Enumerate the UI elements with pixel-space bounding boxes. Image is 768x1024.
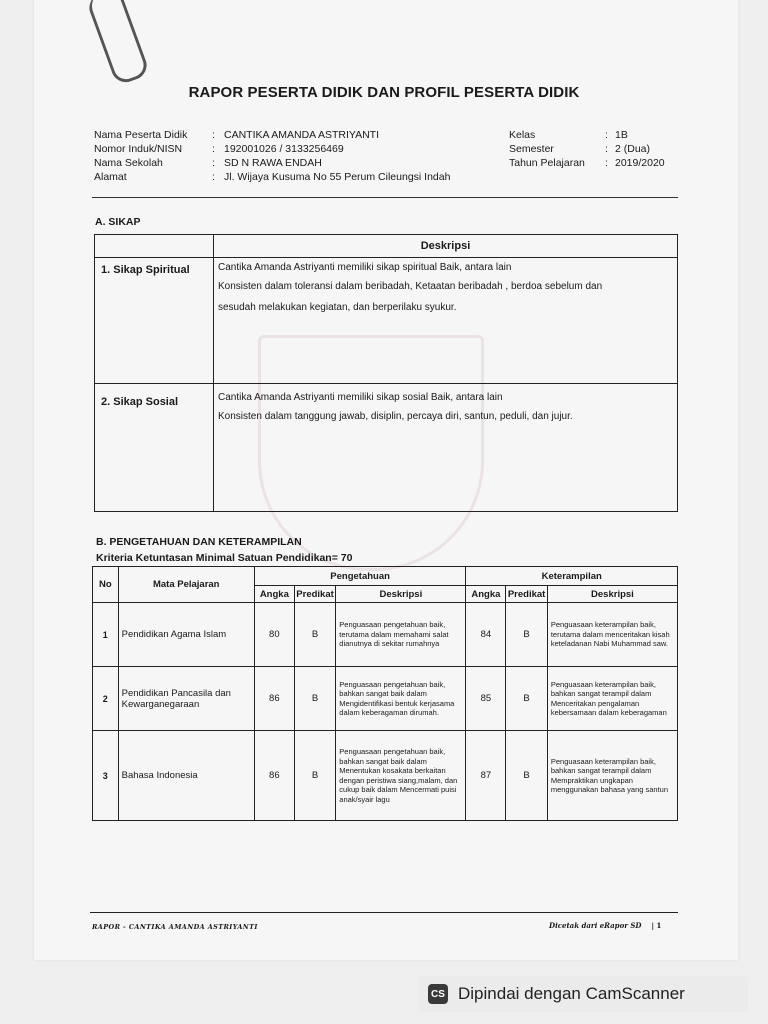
info-separator: : [605,157,608,169]
skill-score: 85 [466,667,506,731]
table-row [93,667,678,731]
header-skill-grade: Predikat [506,586,547,603]
info-separator: : [212,157,215,169]
header-knowledge-score: Angka [254,586,294,603]
student-info-left [94,128,450,184]
table-row [93,603,678,667]
social-description [214,384,678,512]
table-row [93,731,678,821]
report-title: RAPOR PESERTA DIDIK DAN PROFIL PESERTA DIDIK [188,84,580,101]
grades-header-row-1 [93,567,678,586]
info-label: Kelas [509,129,536,141]
skill-grade: B [506,603,547,667]
camscanner-badge [418,976,748,1012]
school-year-value: 2019/2020 [615,157,665,169]
info-row-year [509,156,665,170]
footer-divider [90,912,678,913]
camscanner-text: Dipindai dengan CamScanner [458,984,685,1003]
info-separator: : [605,143,608,155]
skill-score: 87 [466,731,506,821]
class-value: 1B [615,129,628,141]
header-subject: Mata Pelajaran [118,567,254,603]
knowledge-description: Penguasaan pengetahuan baik, bahkan sangat baik dalam Mengidentifikasi bentuk kerjasama dalam keberagaman dirumah. [336,667,466,731]
knowledge-grade: B [294,603,335,667]
info-label: Nomor Induk/NISN [94,143,183,155]
skill-description: Penguasaan keterampilan baik, bahkan sangat terampil dalam Mempraktikan ungkapan menggunakan bahasa yang santun [547,731,677,821]
header-skill: Keterampilan [466,567,678,586]
row-number: 2 [93,667,119,731]
kkm-note: Kriteria Ketuntasan Minimal Satuan Pendidikan= 70 [96,552,353,564]
attitude-description-header: Deskripsi [214,235,678,258]
footer-report-name: RAPOR - CANTIKA AMANDA ASTRIYANTI [92,923,258,931]
student-name: CANTIKA AMANDA ASTRIYANTI [224,129,380,141]
footer-print-note [549,921,661,930]
section-b-title: B. PENGETAHUAN DAN KETERAMPILAN [96,536,302,548]
info-row-class [509,128,665,142]
info-label: Alamat [94,171,127,183]
knowledge-description: Penguasaan pengetahuan baik, terutama dalam memahami salat dianutnya di sekitar rumahnya [336,603,466,667]
camscanner-logo-icon: CS [428,984,448,1004]
subject-name: Pendidikan Agama Islam [118,603,254,667]
header-no: No [93,567,119,603]
page-number: | 1 [651,921,662,930]
info-separator: : [212,143,215,155]
knowledge-score: 86 [254,731,294,821]
knowledge-description: Penguasaan pengetahuan baik, bahkan sangat baik dalam Menentukan kosakata berkaitan dengan peristiwa siang,malam, dan cukup baik dalam Mencermati puisi anak/syair lagu [336,731,466,821]
subject-name: Pendidikan Pancasila dan Kewarganegaraan [118,667,254,731]
info-separator: : [605,129,608,141]
info-label: Nama Sekolah [94,157,163,169]
info-label: Semester [509,143,554,155]
semester-value: 2 (Dua) [615,143,651,155]
header-knowledge: Pengetahuan [254,567,466,586]
info-label: Tahun Pelajaran [509,157,585,169]
description-line: Konsisten dalam tanggung jawab, disiplin, percaya diri, santun, peduli, dan jujur. [218,411,573,422]
knowledge-grade: B [294,667,335,731]
header-divider [92,197,678,198]
info-separator: : [212,171,215,183]
footer-print-source: Dicetak dari eRapor SD [549,921,642,930]
knowledge-score: 86 [254,667,294,731]
skill-description: Penguasaan keterampilan baik, terutama dalam menceritakan kisah keteladanan Nabi Muhammad saw. [547,603,677,667]
attitude-table [94,234,678,512]
grades-table [92,566,678,821]
knowledge-grade: B [294,731,335,821]
student-info-right [509,128,665,170]
skill-grade: B [506,667,547,731]
section-a-title: A. SIKAP [95,216,141,228]
header-skill-score: Angka [466,586,506,603]
info-row-address [94,170,450,184]
info-row-name [94,128,450,142]
attitude-row-social [95,384,678,512]
subject-name: Bahasa Indonesia [118,731,254,821]
student-address: Jl. Wijaya Kusuma No 55 Perum Cileungsi Indah [224,171,451,183]
attitude-header-row [95,235,678,258]
knowledge-score: 80 [254,603,294,667]
description-line: Konsisten dalam toleransi dalam beribadah, Ketaatan beribadah , berdoa sebelum dan [218,281,603,292]
spiritual-description [214,258,678,384]
description-line: Cantika Amanda Astriyanti memiliki sikap spiritual Baik, antara lain [218,262,512,273]
empty-header-cell [95,235,214,258]
aspect-social: 2. Sikap Sosial [95,384,214,512]
skill-score: 84 [466,603,506,667]
description-line: sesudah melakukan kegiatan, dan berperilaku syukur. [218,302,457,313]
row-number: 3 [93,731,119,821]
info-row-school [94,156,450,170]
info-separator: : [212,129,215,141]
skill-grade: B [506,731,547,821]
aspect-spiritual: 1. Sikap Spiritual [95,258,214,384]
row-number: 1 [93,603,119,667]
description-line: Cantika Amanda Astriyanti memiliki sikap sosial Baik, antara lain [218,392,503,403]
header-knowledge-description: Deskripsi [336,586,466,603]
school-name: SD N RAWA ENDAH [224,157,322,169]
attitude-row-spiritual [95,258,678,384]
info-row-nisn [94,142,450,156]
info-row-semester [509,142,665,156]
header-skill-description: Deskripsi [547,586,677,603]
header-knowledge-grade: Predikat [294,586,335,603]
skill-description: Penguasaan keterampilan baik, bahkan sangat terampil dalam Menceritakan pengalaman kebersamaan dalam keberagaman [547,667,677,731]
info-label: Nama Peserta Didik [94,129,188,141]
student-nisn: 192001026 / 3133256469 [224,143,344,155]
